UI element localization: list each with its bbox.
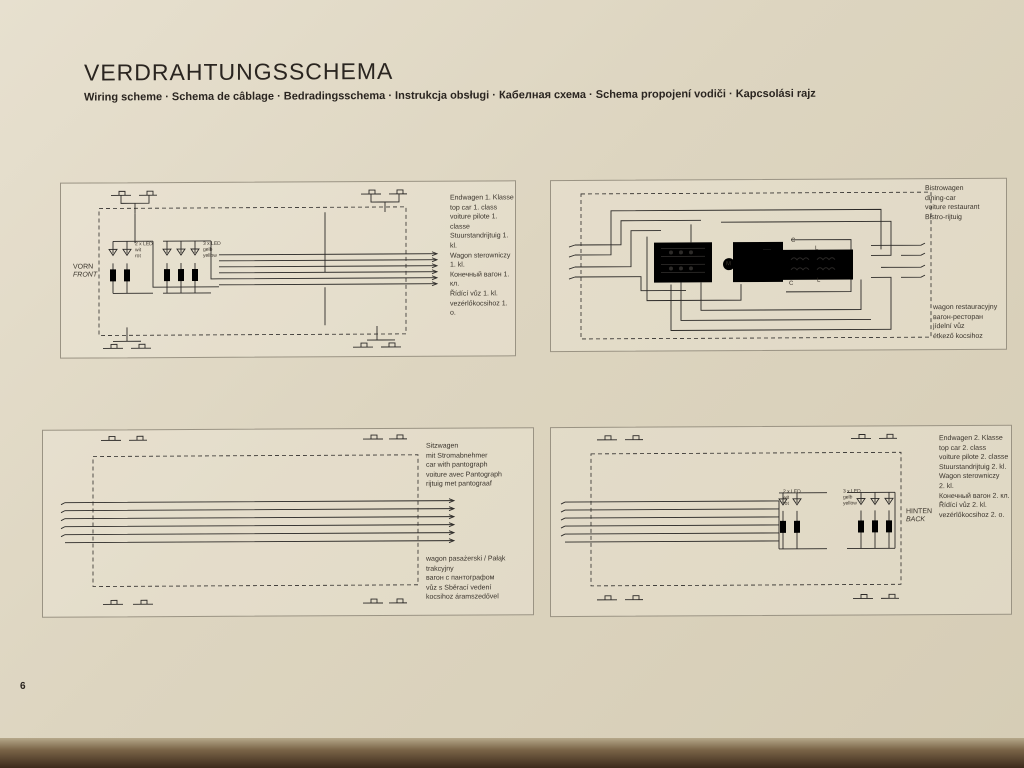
panel-caption-bottom: wagon pasażerski / Pałąk trakcyjny вагон с пантографом vůz s Sběrací vedení kocsihoz áramszedővel [426, 555, 506, 602]
wiring-panel-pantograph-car [42, 427, 534, 618]
wiring-panel-dining-car [550, 178, 1007, 352]
direction-label-back [906, 508, 932, 524]
direction-label-text: HINTEN [906, 508, 933, 516]
led-label: 3 x LED gelb yellow [203, 240, 221, 259]
coil-label: L [815, 245, 819, 252]
motor-label: M [726, 261, 731, 268]
panel-caption-top: Bistrowagen dining-car voiture restaurant Bistro-rijtuig [925, 184, 980, 221]
panel-caption: Endwagen 1. Klasse top car 1. class voiture pilote 1. classe Stuurstandrijtuig 1. kl. Wagon sterowniczy 1. kl. Конечный вагон 1. кл. Řídící vůz 1. kl. vezérlőkocsihoz 1. o. [450, 194, 514, 317]
end-car-1-diagram [61, 181, 515, 357]
direction-label-text: VORN [73, 263, 94, 271]
page-number: 6 [20, 680, 26, 692]
page-title: VERDRAHTUNGSSCHEMA [84, 57, 394, 86]
coil-label: L [817, 277, 821, 284]
capacitor-label: C [791, 237, 796, 244]
led-label: 2 x LED wit rot [135, 241, 153, 260]
led-label: 2 x LED wit rot [783, 488, 801, 507]
wiring-panel-end-car-1 [60, 180, 516, 358]
capacitor-label: C [789, 280, 794, 287]
led-label: 3 x LED gelb yellow [843, 488, 861, 507]
wiring-panel-end-car-2 [550, 425, 1012, 617]
direction-label-text-2: FRONT [73, 271, 98, 279]
panel-caption: Endwagen 2. Klasse top car 2. class voiture pilote 2. classe Stuurstandrijtuig 2. kl. Wagon sterowniczy 2. kl. Конечный вагон 2. кл. Řídící vůz 2. kl. vezérlőkocsihoz 2. o. [939, 434, 1010, 519]
direction-label-front [73, 263, 97, 279]
page-edge-shadow [0, 738, 1024, 768]
page-subtitle: Wiring scheme · Schema de câblage · Bedradingsschema · Instrukcja obsługi · Кабелная схема · Schema propojení vodiči · Kapcsolási rajz [84, 87, 816, 104]
panel-caption-top: Sitzwagen mit Stromabnehmer car with pantograph voiture avec Pantograph rijtuig met pantograaf [426, 442, 502, 489]
direction-label-text-2: BACK [906, 516, 926, 524]
panel-caption-bottom: wagon restauracyjny вагон-ресторан jídelní vůz étkező kocsihoz [933, 303, 998, 340]
